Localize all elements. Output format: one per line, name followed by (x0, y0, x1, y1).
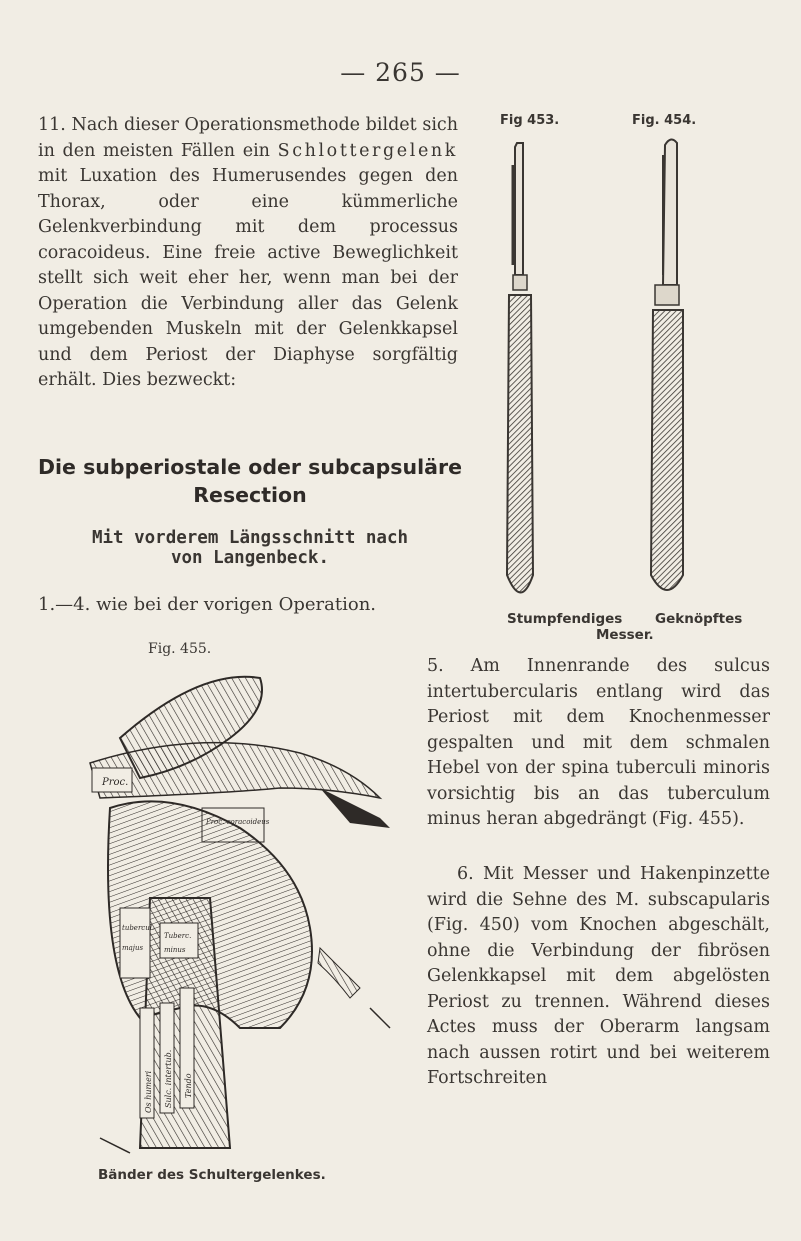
section-subheading-line1: Mit vorderem Längsschnitt nach (91, 528, 409, 548)
fig-454-caption: Geknöpftes (655, 611, 743, 627)
paragraph-11-lead: 11. Nach dieser Operationsmethode bildet sich in den meisten Fällen ein (38, 115, 458, 161)
fig-454-label: Fig. 454. (632, 113, 697, 128)
knives-illustration (495, 135, 725, 605)
section-subheading-line2: von Langenbeck. (170, 548, 330, 568)
knives-shared-caption: Messer. (596, 627, 654, 643)
page-number: — 265 — (340, 58, 461, 87)
annotation-majus: majus (122, 944, 144, 952)
paragraph-1-4: 1.—4. wie bei der vorigen Operation. (38, 594, 377, 615)
shoulder-ligaments-illustration (80, 668, 410, 1158)
annotation-os-humeri: Os humeri (144, 1070, 153, 1113)
annotation-tuberc: Tuberc. (164, 932, 192, 940)
paragraph-5: 5. Am Innenrande des sulcus intertubercularis entlang wird das Periost mit dem Knochenmesser gespalten und mit dem schmalen Hebel von der spina tuberculi minoris vorsichtig bis an das tuberculum minus heran abgedrängt (Fig. 455). (427, 656, 770, 829)
section-subheading (30, 528, 470, 568)
buttoned-knife-figure (651, 139, 683, 590)
annotation-tendo: Tendo (184, 1073, 193, 1098)
section-heading-line1: Die subperiostale oder subcapsuläre (38, 455, 462, 479)
annotation-sulc-intertub: Sulc. intertub. (164, 1049, 173, 1108)
fig-455-label: Fig. 455. (148, 641, 212, 657)
paragraph-11-spaced-term: Schlottergelenk (277, 140, 458, 161)
paragraph-11-rest: mit Luxation des Humerusendes gegen den Thorax, oder eine kümmerliche Gelenkverbindung mit dem processus coracoideus. Eine freie active Beweglichkeit stellt sich weit eher her, wenn man bei der Operation die Verbindung aller das Gelenk umgebenden Muskeln mit der Gelenkkapsel und dem Periost der Diaphyse sorgfältig erhält. Dies bezweckt: (38, 166, 458, 390)
fig-455-caption: Bänder des Schultergelenkes. (98, 1167, 326, 1183)
paragraph-11 (38, 113, 458, 394)
fig-453-label: Fig 453. (500, 113, 560, 128)
blunt-knife-figure (507, 143, 533, 593)
annotation-tubercul: tubercul. (122, 924, 155, 932)
annotation-minus: minus (164, 946, 186, 954)
annotation-proc-coracoideus: Proc. coracoideus (206, 818, 270, 826)
fig-453-caption: Stumpfendiges (507, 611, 623, 627)
section-heading-line2: Resection (193, 483, 307, 507)
annotation-proc: Proc. (102, 777, 129, 788)
paragraph-6: 6. Mit Messer und Hakenpinzette wird die Sehne des M. subscapularis (Fig. 450) vom Knochen abgeschält, ohne die Verbindung der fibrösen Gelenkkapsel mit dem abgelösten Periost zu trennen. Während dieses Actes muss der Oberarm langsam nach aussen rotirt und bei weiterem Fortschreiten (427, 864, 770, 1088)
section-heading (30, 453, 470, 509)
